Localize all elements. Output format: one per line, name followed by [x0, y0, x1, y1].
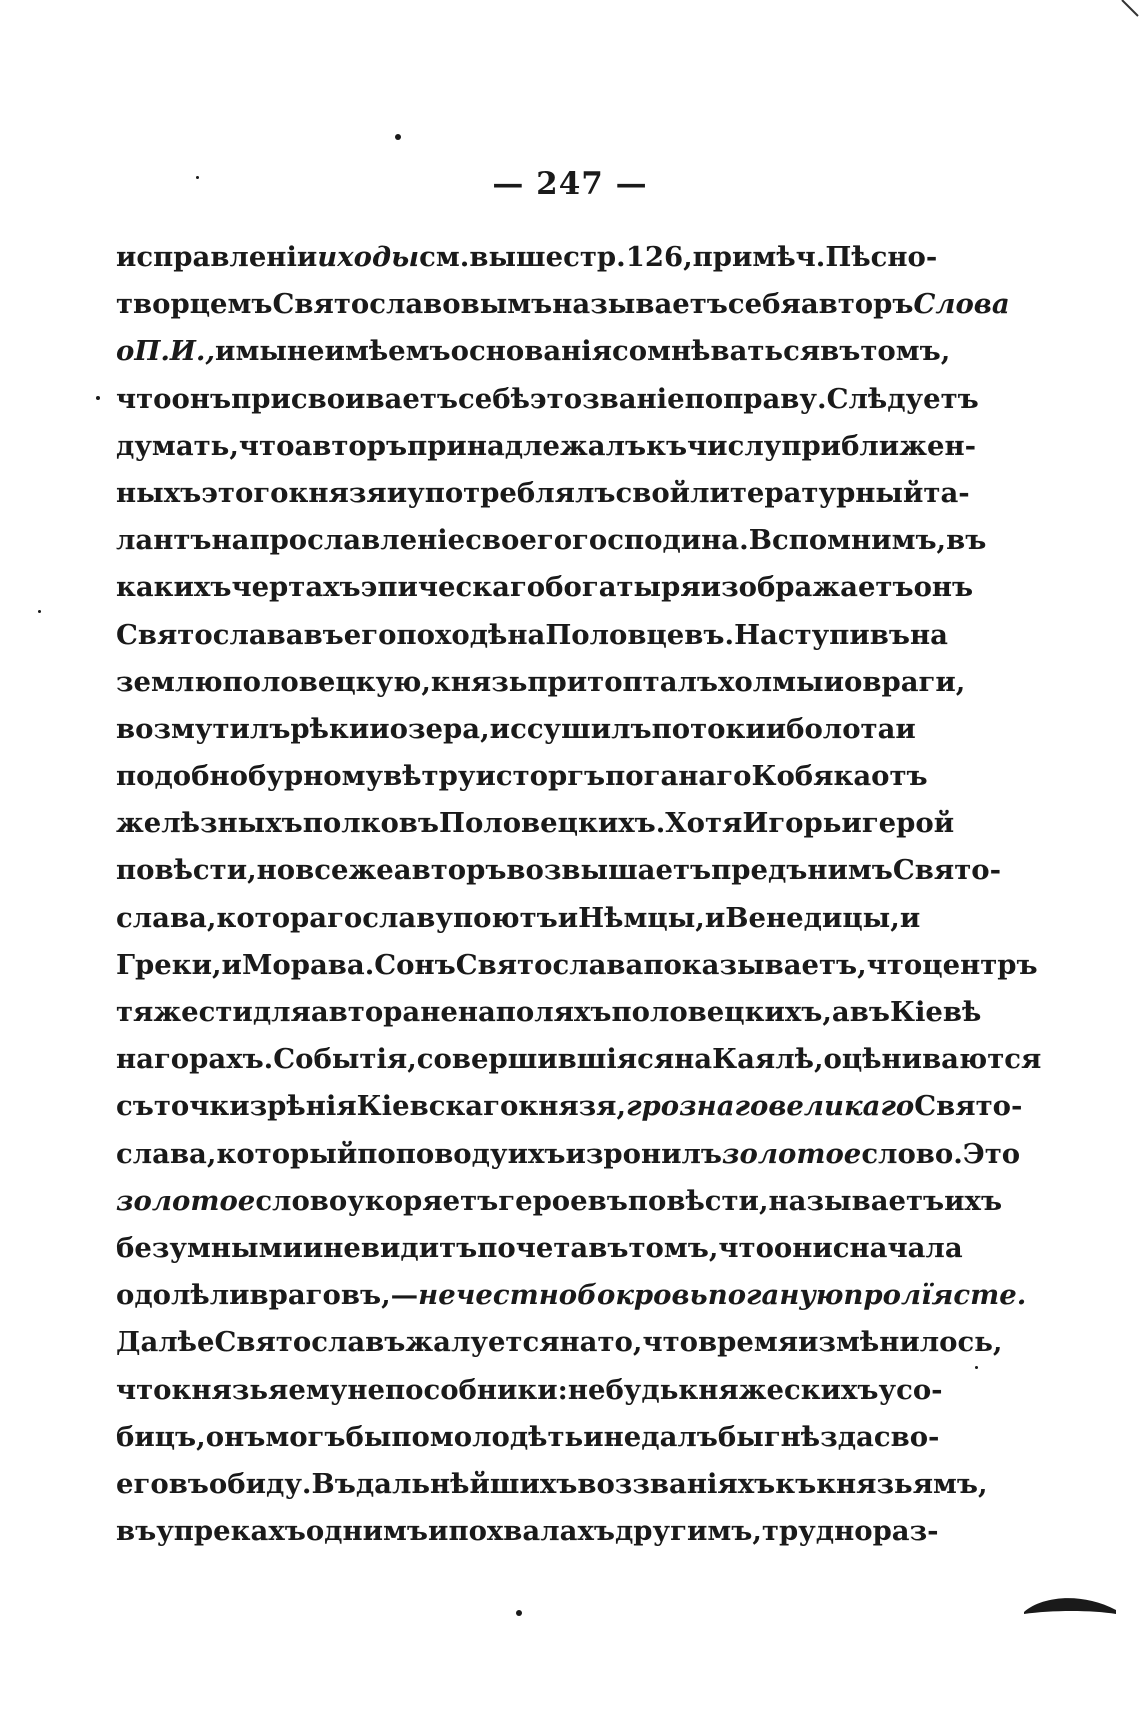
word: и [386, 476, 408, 509]
corner-mark-icon [1118, 0, 1140, 22]
word: бурному [247, 760, 384, 793]
word: та- [923, 476, 970, 509]
word: на [116, 1043, 154, 1076]
word: Свято- [892, 854, 1002, 887]
word: и [583, 1420, 604, 1453]
word: себя [727, 288, 801, 321]
word: принадлежалъ [407, 429, 647, 462]
word: изображаетъ [700, 571, 914, 604]
word: ему [288, 1373, 348, 1406]
word: Слѣдуетъ [826, 382, 979, 415]
word: что [238, 429, 295, 462]
word: изронилъ [565, 1137, 722, 1170]
word: стр. [563, 241, 626, 273]
word: герой [861, 807, 955, 840]
word: не [347, 1373, 385, 1406]
word: не [286, 335, 325, 368]
word: ихъ [507, 1137, 566, 1170]
word: онъ [913, 571, 974, 604]
word: эпическаго [360, 571, 546, 604]
word: по [357, 1137, 396, 1170]
word: слава, [116, 901, 217, 934]
word: въ [168, 1467, 209, 1500]
word: сначала [832, 1231, 963, 1264]
word: поютъ [452, 901, 558, 934]
word: авторъ [800, 288, 914, 321]
word: слово [255, 1184, 348, 1217]
word: половецкихъ, [611, 996, 832, 1028]
word: употреблялъ [407, 476, 616, 509]
text-line [116, 895, 921, 942]
scan-speck [516, 1610, 522, 1616]
word: и [557, 901, 579, 934]
word: же [348, 854, 394, 887]
word: слово. [861, 1137, 963, 1170]
word: бы [345, 1420, 392, 1453]
word: свой [615, 476, 691, 509]
ink-blot-icon [1022, 1590, 1118, 1616]
word: великаго [768, 1090, 915, 1123]
scan-speck [395, 134, 401, 140]
word: для [252, 996, 311, 1028]
text-line [116, 800, 955, 847]
word: исправленіи [116, 241, 318, 273]
word: тяжести [116, 996, 253, 1028]
word: и [765, 712, 787, 745]
word: обиду. [208, 1467, 312, 1500]
word: и [369, 712, 390, 745]
text-line [116, 1414, 940, 1461]
word: враговъ,— [249, 1279, 419, 1312]
word: основанія [450, 335, 613, 368]
word: половецкую, [222, 665, 431, 698]
word: иходы [317, 241, 420, 273]
word: воззваніяхъ [577, 1467, 776, 1500]
text-line [116, 470, 970, 517]
word: Пѣсно- [825, 241, 938, 273]
scan-speck [96, 396, 100, 400]
word: своего [465, 524, 573, 557]
text-line [116, 517, 987, 564]
word: Греки, [116, 948, 222, 981]
body-text [116, 234, 1042, 1555]
word: что [116, 1373, 172, 1406]
word: Это [962, 1137, 1021, 1170]
word: а [831, 996, 850, 1028]
word: княжескихъ [678, 1373, 879, 1406]
word: Сонъ [374, 948, 456, 981]
word: озера, [389, 712, 490, 745]
word: далъ [641, 1420, 718, 1453]
word: Кіевскаго [356, 1090, 519, 1123]
word: горахъ. [153, 1043, 274, 1076]
word: сво- [873, 1420, 940, 1453]
word: дальнѣйшихъ [355, 1467, 578, 1500]
word: господина. [572, 524, 749, 557]
word: Слова [913, 288, 1010, 321]
word: прославленіе [249, 524, 466, 557]
word: бо [577, 1279, 616, 1312]
word: и [215, 335, 236, 368]
word: рѣки [290, 712, 370, 745]
word: праву. [723, 382, 827, 415]
word: болота [786, 712, 896, 745]
word: поганую [707, 1279, 844, 1312]
text-line [116, 989, 982, 1036]
word: думать, [116, 429, 239, 462]
text-line [116, 1131, 1021, 1178]
word: видитъ [360, 1231, 478, 1264]
word: котораго [216, 901, 363, 934]
word: исторгъ [475, 760, 606, 793]
word: на [211, 524, 250, 557]
word: богатыря [545, 571, 701, 604]
word: князь [430, 665, 528, 698]
word: что [866, 948, 923, 981]
word: похвалахъ [448, 1515, 615, 1548]
word: числу [687, 429, 782, 462]
word: князя, [518, 1090, 627, 1123]
word: трудно [761, 1515, 873, 1548]
scan-speck [196, 176, 199, 179]
word: онъ [205, 1420, 266, 1453]
word: иссушилъ [489, 712, 652, 745]
word: Свято- [914, 1090, 1023, 1123]
word: могъ [265, 1420, 346, 1453]
text-line [116, 847, 1002, 894]
word: это [529, 382, 583, 415]
word: притопталъ [527, 665, 719, 698]
word: и [704, 901, 726, 934]
word: другимъ, [614, 1515, 762, 1548]
word: 126, [625, 241, 693, 273]
word: Кобяка [751, 760, 872, 793]
word: золотое [116, 1184, 256, 1217]
text-line [116, 659, 966, 706]
word: имѣемъ [324, 335, 451, 368]
word: авторъ [393, 854, 507, 887]
word: время [697, 1326, 799, 1359]
word: и [899, 901, 921, 934]
word: Половцевъ. [545, 618, 735, 651]
word: чертахъ [231, 571, 361, 604]
word: походѣ [396, 618, 508, 651]
word: не [603, 1420, 642, 1453]
text-line [116, 706, 916, 753]
word: оцѣниваются [823, 1043, 1042, 1076]
word: сомнѣваться [612, 335, 821, 368]
word: авторъ [294, 429, 408, 462]
word: въ [588, 1231, 629, 1264]
word: усо- [878, 1373, 943, 1406]
word: нимъ [807, 854, 893, 887]
word: кровь [615, 1279, 708, 1312]
word: и [221, 948, 242, 981]
word: онъ [171, 382, 232, 415]
word: ихъ [944, 1184, 1003, 1217]
text-line [116, 612, 948, 659]
word: какихъ [116, 571, 232, 604]
word: автора [310, 996, 421, 1028]
text-line [116, 942, 1038, 989]
word: измѣнилось, [798, 1326, 1003, 1359]
word: возвышаетъ [506, 854, 712, 887]
word: пособники: [384, 1373, 568, 1406]
word: на [507, 618, 546, 651]
word: землю [116, 665, 223, 698]
word: Морава. [241, 948, 375, 981]
text-line [116, 1272, 1027, 1319]
word: что [116, 382, 172, 415]
word: бы [717, 1420, 764, 1453]
word: къ [646, 429, 688, 462]
word: безумными [116, 1231, 303, 1264]
word: Въ [311, 1467, 356, 1500]
text-line [116, 328, 951, 375]
word: и [895, 712, 916, 745]
word: что [642, 1326, 698, 1359]
word: см. [419, 241, 470, 273]
word: литературный [690, 476, 924, 509]
word: князя [288, 476, 387, 509]
word: не [420, 996, 458, 1028]
word: Святослава [116, 618, 304, 651]
word: поляхъ [495, 996, 612, 1028]
word: одолѣли [116, 1279, 250, 1312]
word: укоряетъ [347, 1184, 499, 1217]
word: его [343, 618, 397, 651]
word: ныхъ [116, 476, 202, 509]
word: упрекахъ [156, 1515, 306, 1548]
word: не [567, 1373, 606, 1406]
text-line [116, 376, 979, 423]
word: центръ [922, 948, 1038, 981]
word: П. [134, 335, 170, 368]
word: слава, [116, 1137, 217, 1170]
text-line [116, 564, 974, 611]
word: творцемъ [116, 288, 273, 321]
word: что [718, 1231, 774, 1264]
text-line [116, 423, 977, 470]
word: себѣ [458, 382, 530, 415]
text-line [116, 1036, 1042, 1083]
word: жалуется [405, 1326, 560, 1359]
word: томъ, [860, 335, 951, 368]
word: томъ, [628, 1231, 719, 1264]
word: и [302, 1231, 324, 1264]
word: поводу [395, 1137, 508, 1170]
word: на [559, 1326, 598, 1359]
word: Событія, [273, 1043, 417, 1076]
word: присвоиваетъ [231, 382, 458, 415]
word: бицъ, [116, 1420, 206, 1453]
word: однимъ [305, 1515, 429, 1548]
scan-speck [38, 610, 41, 613]
word: приближен- [781, 429, 977, 462]
word: и [841, 807, 862, 840]
word: зрѣнія [249, 1090, 357, 1123]
word: Каялѣ, [712, 1043, 824, 1076]
word: Святослава [455, 948, 644, 981]
text-line [116, 753, 928, 800]
word: выше [469, 241, 564, 273]
text-line [116, 234, 938, 281]
word: грознаго [626, 1090, 769, 1123]
word: въ [116, 1515, 157, 1548]
word: примѣч. [692, 241, 826, 273]
word: раз- [872, 1515, 939, 1548]
word: овраги, [844, 665, 966, 698]
word: предъ [711, 854, 808, 887]
word: повѣсти, [116, 854, 257, 887]
word: Наступивъ [734, 618, 910, 651]
word: князьямъ, [816, 1467, 988, 1500]
word: этого [201, 476, 289, 509]
text-line [116, 1508, 939, 1555]
word: Кіевѣ [889, 996, 982, 1028]
word: не [323, 1231, 361, 1264]
word: Далѣе [116, 1326, 215, 1359]
word: Святославовымъ [272, 288, 553, 321]
word: въ [946, 524, 987, 557]
word: Половецкихъ. [439, 807, 666, 840]
word: мы [235, 335, 287, 368]
word: въ [849, 996, 890, 1028]
word: и [823, 665, 845, 698]
word: къ [775, 1467, 817, 1500]
word: съ [116, 1090, 154, 1123]
text-line [116, 1319, 1003, 1366]
word: отъ [871, 760, 928, 793]
word: потоки [651, 712, 766, 745]
word: И., [169, 335, 216, 368]
page-number: — 247 — [492, 166, 648, 202]
word: называетъ [552, 288, 728, 321]
word: который [216, 1137, 358, 1170]
word: помолодѣть [391, 1420, 584, 1453]
word: князья [171, 1373, 289, 1406]
word: золотое [722, 1137, 862, 1170]
word: все [295, 854, 349, 887]
word: Вспомнимъ, [748, 524, 947, 557]
word: желѣзныхъ [116, 807, 303, 840]
text-line [116, 1225, 963, 1272]
text-line [116, 1178, 1003, 1225]
word: холмы [718, 665, 824, 698]
word: полковъ [302, 807, 439, 840]
word: подобно [116, 760, 248, 793]
word: поганаго [605, 760, 752, 793]
word: на [457, 996, 496, 1028]
word: показываетъ, [643, 948, 867, 981]
word: гнѣзда [763, 1420, 874, 1453]
text-line [116, 1083, 1023, 1130]
word: званіе [582, 382, 685, 415]
word: о [116, 335, 135, 368]
word: называетъ [768, 1184, 945, 1217]
text-line [116, 281, 1010, 328]
word: нечестно [418, 1279, 578, 1312]
word: въ [820, 335, 861, 368]
word: Святославъ [214, 1326, 406, 1359]
word: вѣтру [383, 760, 476, 793]
word: Игорь [742, 807, 842, 840]
text-line [116, 1367, 943, 1414]
word: на [909, 618, 948, 651]
word: возмутилъ [116, 712, 291, 745]
word: на [674, 1043, 713, 1076]
text-line [116, 1461, 988, 1508]
word: по [684, 382, 724, 415]
word: Нѣмцы, [578, 901, 705, 934]
scan-speck [975, 1366, 978, 1369]
word: Венедицы, [725, 901, 900, 934]
word: повѣсти, [627, 1184, 769, 1217]
word: славу [362, 901, 453, 934]
word: лантъ [116, 524, 212, 557]
word: совершившіяся [416, 1043, 675, 1076]
word: и [428, 1515, 449, 1548]
word: но [256, 854, 296, 887]
word: его [116, 1467, 169, 1500]
word: почета [477, 1231, 589, 1264]
word: пролїясте. [843, 1279, 1027, 1312]
word: точки [153, 1090, 250, 1123]
word: въ [303, 618, 344, 651]
word: они [773, 1231, 833, 1264]
word: будь [605, 1373, 679, 1406]
word: героевъ [498, 1184, 628, 1217]
word: то, [597, 1326, 643, 1359]
word: Хотя [665, 807, 743, 840]
